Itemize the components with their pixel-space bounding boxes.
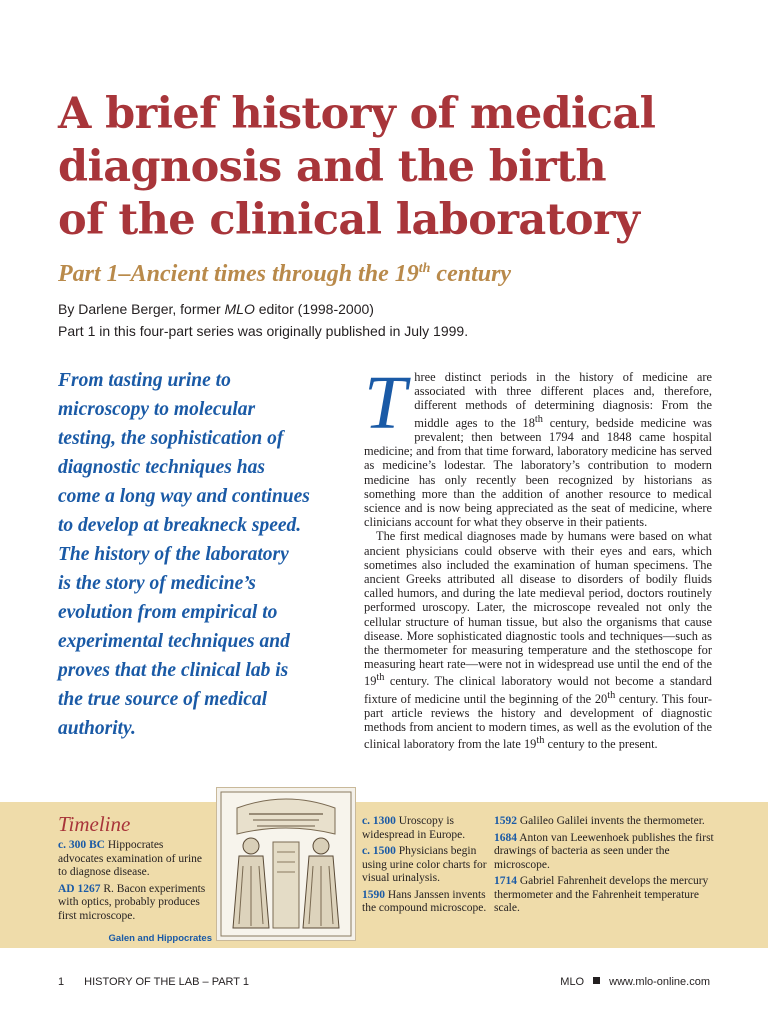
timeline-column-3 (494, 812, 716, 916)
timeline-date: c. 1500 (362, 845, 396, 857)
timeline-entry (362, 815, 490, 842)
body-text-run: century, bedside medicine was prevalent; then between 1794 and 1848 came hospital medicine; and from that time forward, laboratory medicine has served as medicine’s lodestar. The laboratory’s contribution to modern medicine has only recently been recognized by historians as something more than the addition of another resource to medical science and is now being appreciated as the seat of medicine, where clinicians account for what they observe in their patients. (364, 415, 712, 530)
timeline-text: Hippocrates advocates examination of urine to diagnose disease. (58, 839, 203, 878)
body-sup: th (536, 735, 545, 747)
timeline-date: 1590 (362, 888, 385, 901)
pull-quote-line: testing, the sophistication of (58, 428, 284, 449)
body-sup: th (376, 672, 385, 684)
timeline-date: 1714 (494, 875, 517, 887)
timeline-text: Galileo Galilei invents the thermometer. (517, 815, 705, 827)
pull-quote (58, 366, 358, 743)
timeline-heading: Timeline (58, 812, 131, 836)
timeline-text: Hans Janssen invents the compound microscope. (362, 888, 487, 914)
galen-hippocrates-illustration (216, 787, 356, 941)
body-sup: th (607, 689, 616, 701)
timeline-entry (362, 845, 490, 886)
body-text-run: century. This four-part article reviews the history and development of diagnostic methods from ancient to modern times, as well as the evolution of the clinical laboratory from the late 19 (364, 691, 712, 752)
timeline-entry (494, 875, 716, 916)
pull-quote-line: authority. (58, 718, 136, 739)
title-line: diagnosis and the birth (58, 142, 606, 192)
timeline-date: AD 1267 (58, 882, 101, 895)
title-line: A brief history of medical (58, 89, 656, 139)
author-suffix: editor (1998-2000) (254, 301, 374, 317)
pull-quote-line: come a long way and continues (58, 486, 310, 507)
timeline-date: 1684 (494, 831, 517, 844)
timeline-text: R. Bacon experiments with optics, probably produces first microscope. (58, 882, 206, 922)
pull-quote-line: The history of the laboratory (58, 544, 289, 565)
article-body (364, 361, 712, 752)
body-paragraph-1 (364, 361, 712, 530)
title-line: of the clinical laboratory (58, 195, 640, 245)
pull-quote-line: evolution from empirical to (58, 602, 278, 623)
timeline-date: c. 300 BC (58, 839, 105, 851)
pull-quote-line: the true source of medical (58, 689, 268, 710)
timeline-entry (58, 839, 208, 880)
square-bullet-icon (593, 977, 600, 984)
timeline-text: Gabriel Fahrenheit develops the mercury thermometer and the Fahrenheit temperature scale. (494, 875, 709, 914)
pull-quote-line: microscopy to molecular (58, 399, 256, 420)
drop-cap: T (364, 361, 407, 445)
body-text-run: century. The clinical laboratory would not become a standard fixture of medicine until the beginning of the 20 (364, 674, 712, 706)
timeline-column-2 (362, 812, 490, 916)
timeline-entry (362, 889, 490, 916)
engraving-icon (217, 788, 355, 940)
timeline-text: Uroscopy is widespread in Europe. (362, 815, 466, 841)
subtitle-sup: th (418, 261, 431, 276)
timeline-date: c. 1300 (362, 815, 396, 827)
timeline-text: Physicians begin using urine color charts for visual urinalysis. (362, 845, 487, 884)
article-title (58, 88, 738, 247)
illustration-caption: Galen and Hippocrates (108, 933, 212, 944)
body-text-run: The first medical diagnoses made by humans were based on what ancient physicians could observe with their eyes and ears, which sometimes also included the examination of human specimens. The ancient Greeks attributed all disease to disorders of bodily fluids called humors, and during the late medieval period, doctors routinely performed uroscopy. Later, the microscope revealed not only the cellular structure of human tissue, but also the organisms that cause disease. More sophisticated diagnostic tools and techniques—such as the thermometer for measuring temperature and the stethoscope for measuring heart rate—were not in widespread use until the end of the 19 (364, 529, 712, 689)
footer-left (58, 976, 249, 988)
timeline-entry (58, 883, 208, 924)
footer-right (560, 976, 710, 988)
footer-url[interactable]: www.mlo-online.com (609, 976, 710, 988)
pull-quote-line: diagnostic techniques has (58, 457, 265, 478)
timeline-entry (494, 832, 716, 873)
pull-quote-line: From tasting urine to (58, 370, 231, 391)
pull-quote-line: experimental techniques and (58, 631, 290, 652)
article-subtitle (58, 254, 738, 289)
pull-quote-line: proves that the clinical lab is (58, 660, 289, 681)
timeline-column-1 (58, 812, 208, 923)
page-number: 1 (58, 976, 65, 988)
author-line (58, 298, 738, 320)
timeline-text: Anton van Leewenhoek publishes the first drawings of bacteria as seen under the microscope. (494, 831, 714, 871)
pull-quote-line: to develop at breakneck speed. (58, 515, 302, 536)
footer-publication: MLO (560, 976, 585, 988)
section-name: HISTORY OF THE LAB – PART 1 (84, 976, 249, 988)
page-footer (58, 976, 710, 992)
body-paragraph-2 (364, 529, 712, 751)
subtitle-tail: century (430, 261, 512, 287)
body-text-run: century to the present. (544, 737, 658, 752)
timeline-entry (494, 815, 716, 829)
subtitle-text: Part 1–Ancient times through the 19 (58, 261, 419, 287)
body-sup: th (534, 413, 543, 425)
byline (58, 298, 738, 342)
publication-name: MLO (224, 301, 255, 317)
pull-quote-line: is the story of medicine’s (58, 573, 256, 594)
series-note: Part 1 in this four-part series was originally published in July 1999. (58, 323, 469, 339)
author-prefix: By Darlene Berger, former (58, 301, 225, 317)
body-text-run: hree distinct periods in the history of medicine are associated with three different places and, therefore, different methods of determining diagnosis: From the middle ages to the 18 (414, 370, 712, 430)
timeline-date: 1592 (494, 815, 517, 827)
